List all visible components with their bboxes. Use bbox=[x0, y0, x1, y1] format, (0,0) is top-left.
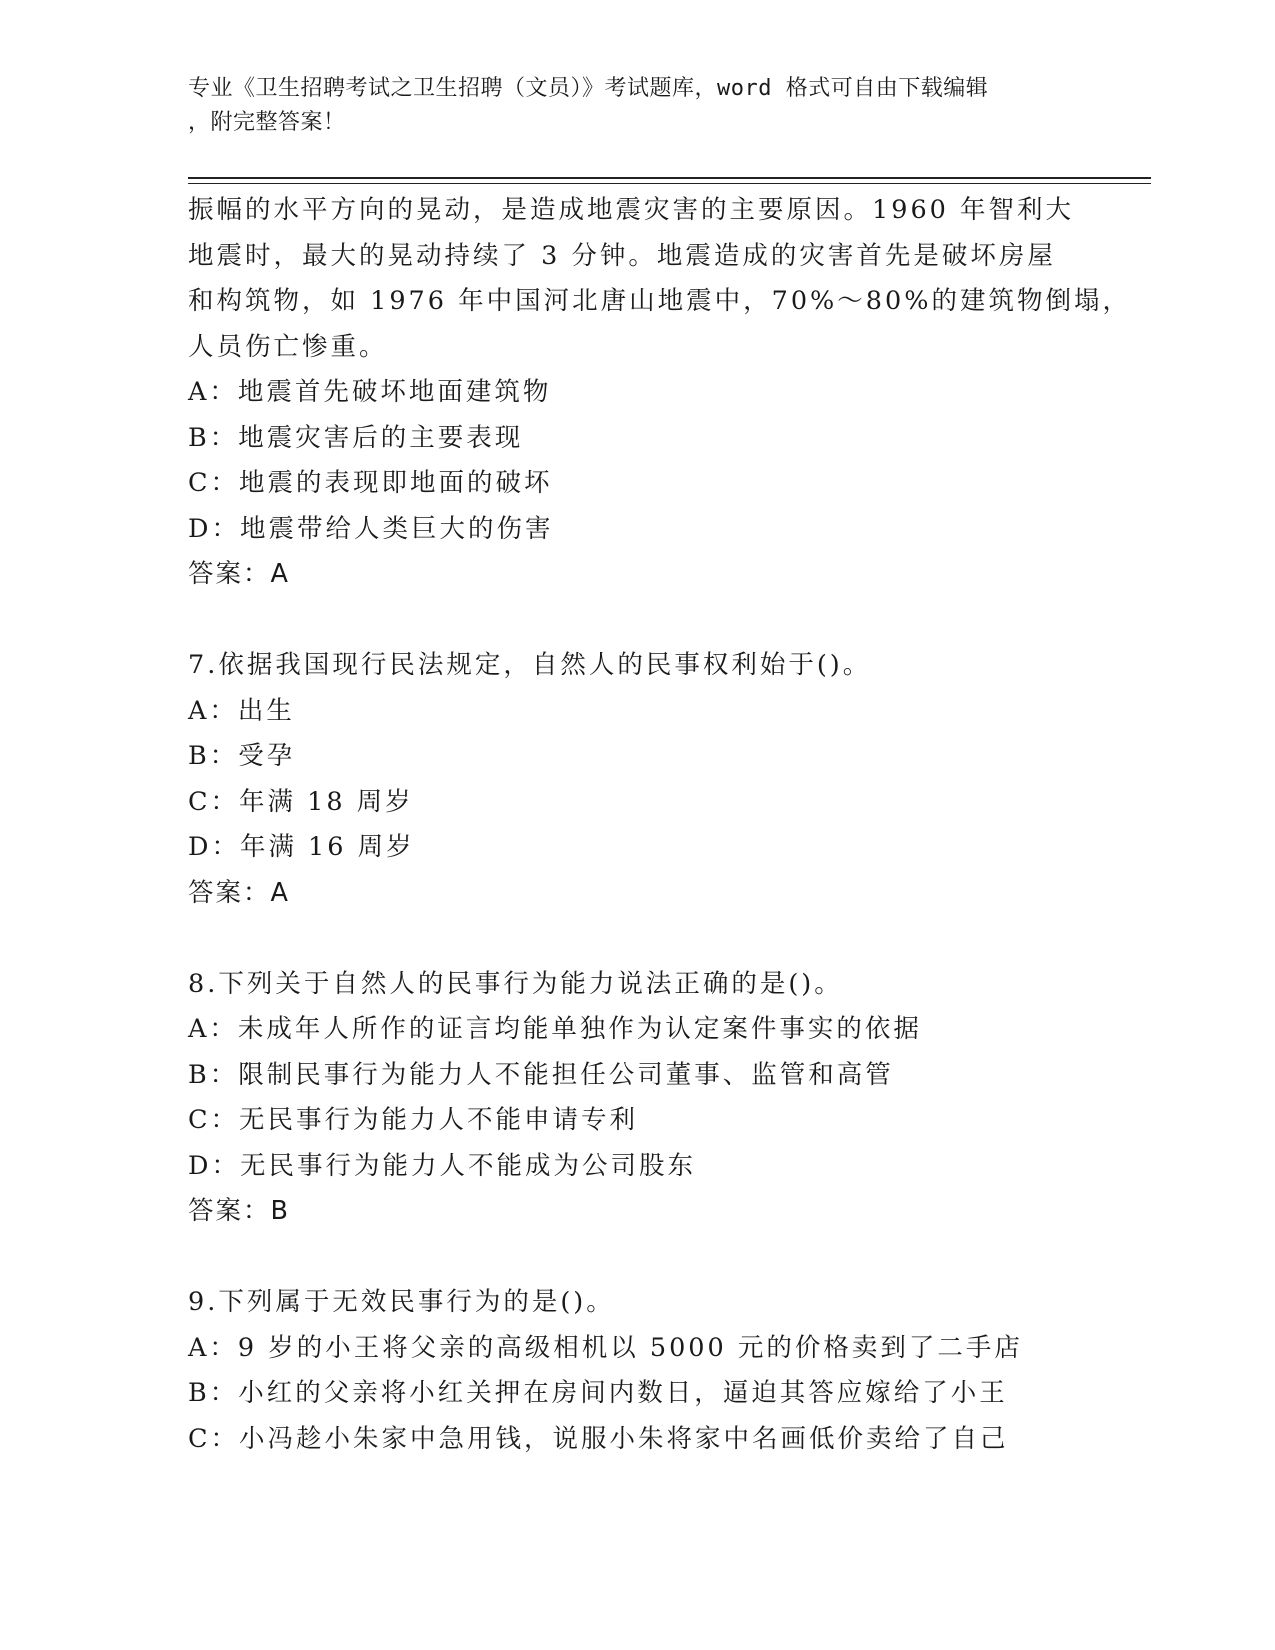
answer-line: 答案：A bbox=[188, 559, 290, 589]
question-spacer bbox=[188, 1235, 1088, 1281]
option-a: A：地震首先破坏地面建筑物 bbox=[188, 377, 552, 407]
option-a: A：9 岁的小王将父亲的高级相机以 5000 元的价格卖到了二手店 bbox=[188, 1332, 1023, 1363]
question-spacer bbox=[188, 916, 1088, 962]
option-d: D：年满 16 周岁 bbox=[188, 832, 415, 862]
passage-question bbox=[188, 188, 1131, 598]
question-spacer bbox=[188, 598, 1088, 644]
option-b: B：受孕 bbox=[188, 741, 296, 771]
option-a: A：出生 bbox=[188, 695, 295, 726]
question-stem: 7.依据我国现行民法规定，自然人的民事权利始于()。 bbox=[188, 650, 872, 680]
option-b: B：地震灾害后的主要表现 bbox=[188, 422, 524, 453]
question-7 bbox=[188, 643, 1088, 916]
page-header bbox=[188, 72, 1068, 140]
option-c: C：地震的表现即地面的破坏 bbox=[188, 468, 553, 498]
passage-line: 振幅的水平方向的晃动，是造成地震灾害的主要原因。1960 年智利大 bbox=[188, 195, 1075, 225]
header-divider-thin bbox=[188, 183, 1151, 184]
header-divider-thick bbox=[188, 177, 1151, 179]
document-body bbox=[188, 188, 1131, 1462]
option-b: B：小红的父亲将小红关押在房间内数日，逼迫其答应嫁给了小王 bbox=[188, 1378, 1008, 1408]
option-b: B：限制民事行为能力人不能担任公司董事、监管和高管 bbox=[188, 1059, 894, 1090]
answer-line: 答案：A bbox=[188, 877, 290, 908]
question-stem: 8.下列关于自然人的民事行为能力说法正确的是()。 bbox=[188, 968, 843, 999]
option-a: A：未成年人所作的证言均能单独作为认定案件事实的依据 bbox=[188, 1014, 922, 1044]
option-d: D：无民事行为能力人不能成为公司股东 bbox=[188, 1150, 696, 1181]
question-8 bbox=[188, 962, 1088, 1235]
option-c: C：小冯趁小朱家中急用钱，说服小朱将家中名画低价卖给了自己 bbox=[188, 1423, 1009, 1454]
header-line-2: ，附完整答案！ bbox=[188, 110, 346, 135]
passage-line: 地震时，最大的晃动持续了 3 分钟。地震造成的灾害首先是破坏房屋 bbox=[188, 240, 1056, 271]
option-c: C：无民事行为能力人不能申请专利 bbox=[188, 1105, 639, 1135]
answer-line: 答案：B bbox=[188, 1196, 290, 1226]
passage-line: 和构筑物，如 1976 年中国河北唐山地震中，70%～80%的建筑物倒塌， bbox=[188, 286, 1131, 316]
passage-line: 人员伤亡惨重。 bbox=[188, 331, 388, 362]
option-d: D：地震带给人类巨大的伤害 bbox=[188, 513, 554, 544]
header-line-1: 专业《卫生招聘考试之卫生招聘（文员）》考试题库，word 格式可自由下载编辑 bbox=[188, 76, 989, 101]
question-stem: 9.下列属于无效民事行为的是()。 bbox=[188, 1287, 615, 1317]
question-9 bbox=[188, 1280, 1088, 1462]
option-c: C：年满 18 周岁 bbox=[188, 786, 414, 817]
